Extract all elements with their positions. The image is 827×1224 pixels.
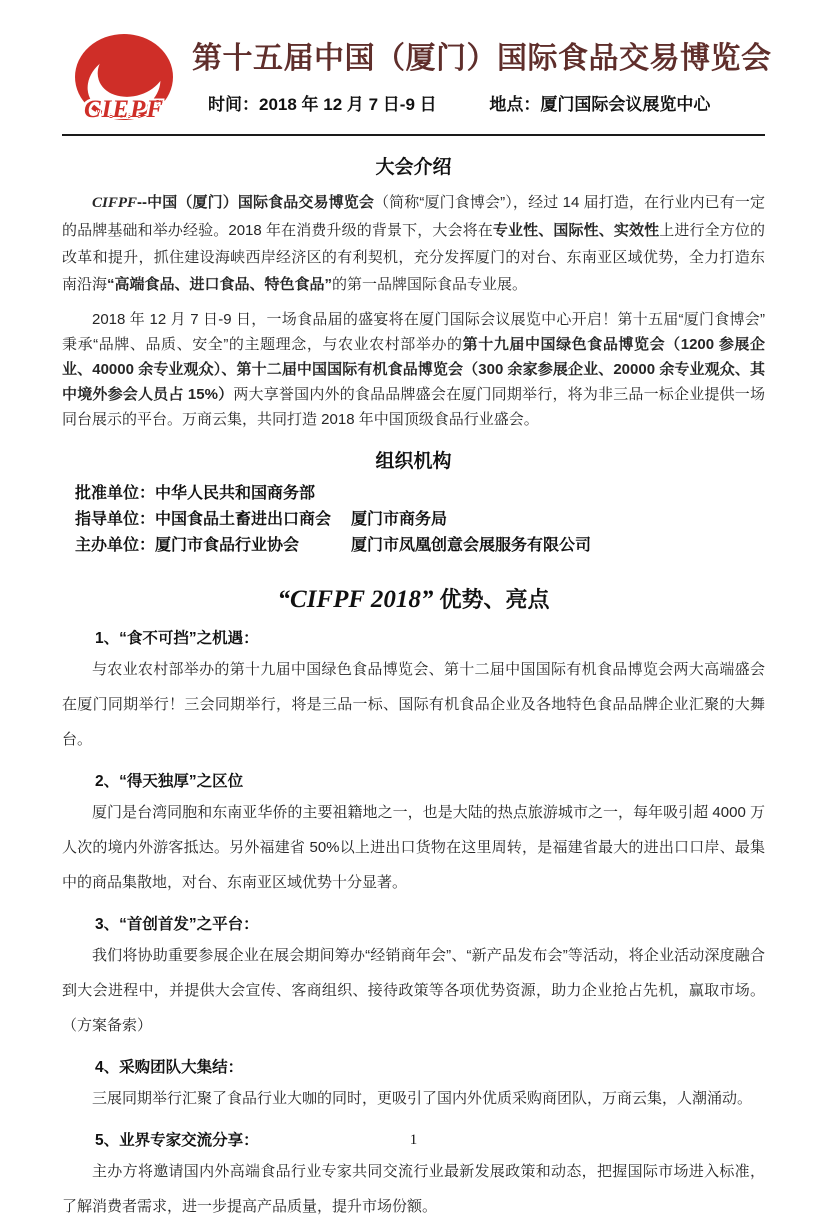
highlights-heading-rest: 优势、亮点	[433, 587, 550, 612]
org-label: 指导单位：	[75, 511, 156, 528]
intro-heading: 大会介绍	[375, 157, 452, 178]
intro-paragraph-2	[62, 307, 765, 432]
org-row-approver	[62, 481, 765, 507]
org-row-host	[62, 533, 765, 559]
highlight-item-body-5: 主办方将邀请国内外高端食品行业专家共同交流行业最新发展政策和动态，把握国际市场进入标准，了解消费者需求，进一步提高产品质量，提升市场份额。	[62, 1163, 765, 1215]
text-segment: --中国（厦门）国际食品交易博览会	[137, 194, 375, 211]
text-segment: 第十九届中国绿色食品博览会（1200 参展企业、40000 余专业观众）、第十二届中国国际有机食品博览会（300 余家参展企业、20000 余专业观众、其中境外参会人员占 15%）	[62, 336, 765, 403]
highlight-item-title-4: 4、采购团队大集结：	[95, 1059, 244, 1076]
highlights-heading-brand: “CIFPF 2018”	[277, 586, 434, 613]
cifpf-logo	[62, 34, 186, 124]
text-segment: 的第一品牌国际食品专业展。	[332, 276, 528, 293]
header-divider	[62, 134, 765, 136]
organization-section	[62, 446, 765, 559]
highlight-item-body-1: 与农业农村部举办的第十九届中国绿色食品博览会、第十二届中国国际有机食品博览会两大高端盛会在厦门同期举行！三会同期举行，将是三品一标、国际有机食品企业及各地特色食品品牌企业汇聚的大舞台。	[62, 661, 765, 748]
org-label: 批准单位：	[75, 485, 156, 502]
logo-wordmark: CIEPF	[83, 96, 165, 123]
text-segment: 专业性、国际性、实效性	[492, 222, 660, 239]
document-header	[62, 30, 772, 124]
text-segment: 上进行全方位的改革和提升，抓住建设海峡西岸经济区的有利契机，充分发挥厦门的对台、东南亚区域优势，全力打造东南沿海	[62, 222, 765, 293]
venue-value: 厦门国际会议展览中心	[540, 95, 711, 114]
highlight-item-body-3: 我们将协助重要参展企业在展会期间筹办“经销商年会”、“新产品发布会”等活动，将企业活动深度融合到大会进程中，并提供大会宣传、客商组织、接待政策等各项优势资源，助力企业抢占先机，赢取市场。（方案备索）	[62, 947, 765, 1034]
highlight-item-title-3: 3、“首创首发”之平台：	[95, 916, 259, 933]
highlights-heading	[62, 583, 765, 614]
document-title: 第十五届中国（厦门）国际食品交易博览会	[192, 42, 772, 75]
text-segment: “高端食品、进口食品、特色食品”	[107, 276, 333, 293]
highlight-item-title-1: 1、“食不可挡”之机遇：	[95, 630, 259, 647]
org-value: 厦门市食品行业协会	[155, 537, 300, 554]
text-segment: （简称“厦门食博会”），经过 14 届打造，在行业内已有一定的品牌基础和举办经验。2018 年在消费升级的背景下，大会将在	[62, 194, 765, 239]
org-value: 厦门市商务局	[351, 511, 448, 528]
highlight-item-body-2: 厦门是台湾同胞和东南亚华侨的主要祖籍地之一，也是大陆的热点旅游城市之一，每年吸引超 4000 万人次的境内外游客抵达。另外福建省 50%以上进出口货物在这里周转，是福建省最大的进出口口岸、最集中的商品集散地，对台、东南亚区域优势十分显著。	[62, 804, 765, 891]
highlight-item-title-2: 2、“得天独厚”之区位	[95, 773, 244, 790]
org-value: 中华人民共和国商务部	[155, 485, 316, 502]
text-segment: 2018 年 12 月 7 日-9 日，一场食品届的盛宴将在厦门国际会议展览中心开启！第十五届“厦门食博会”秉承“品牌、品质、安全”的主题理念，与农业农村部举办的	[62, 311, 765, 353]
highlight-item-title-5: 5、业界专家交流分享：	[95, 1132, 259, 1149]
org-value: 厦门市凤凰创意会展服务有限公司	[351, 537, 592, 554]
event-info-line	[192, 90, 772, 115]
text-segment: CIFPF	[92, 195, 138, 211]
org-value: 中国食品土畜进出口商会	[155, 511, 332, 528]
time-label: 时间：	[208, 95, 259, 114]
intro-paragraph-1	[62, 189, 765, 298]
org-label: 主办单位：	[75, 537, 156, 554]
highlight-item-body-4: 三展同期举行汇聚了食品行业大咖的同时，更吸引了国内外优质采购商团队，万商云集，人潮涌动。	[92, 1090, 753, 1107]
text-segment: 两大享誉国内外的食品品牌盛会在厦门同期举行，将为非三品一标企业提供一场同台展示的平台。万商云集，共同打造 2018 年中国顶级食品行业盛会。	[62, 386, 765, 428]
org-row-guidance	[62, 507, 765, 533]
time-value: 2018 年 12 月 7 日-9 日	[259, 95, 437, 114]
page-number: 1	[409, 1132, 418, 1148]
highlights-section	[62, 583, 765, 1224]
organization-heading: 组织机构	[375, 451, 452, 472]
header-text	[186, 30, 772, 115]
venue-label: 地点：	[489, 95, 541, 114]
document-body	[62, 152, 765, 1224]
